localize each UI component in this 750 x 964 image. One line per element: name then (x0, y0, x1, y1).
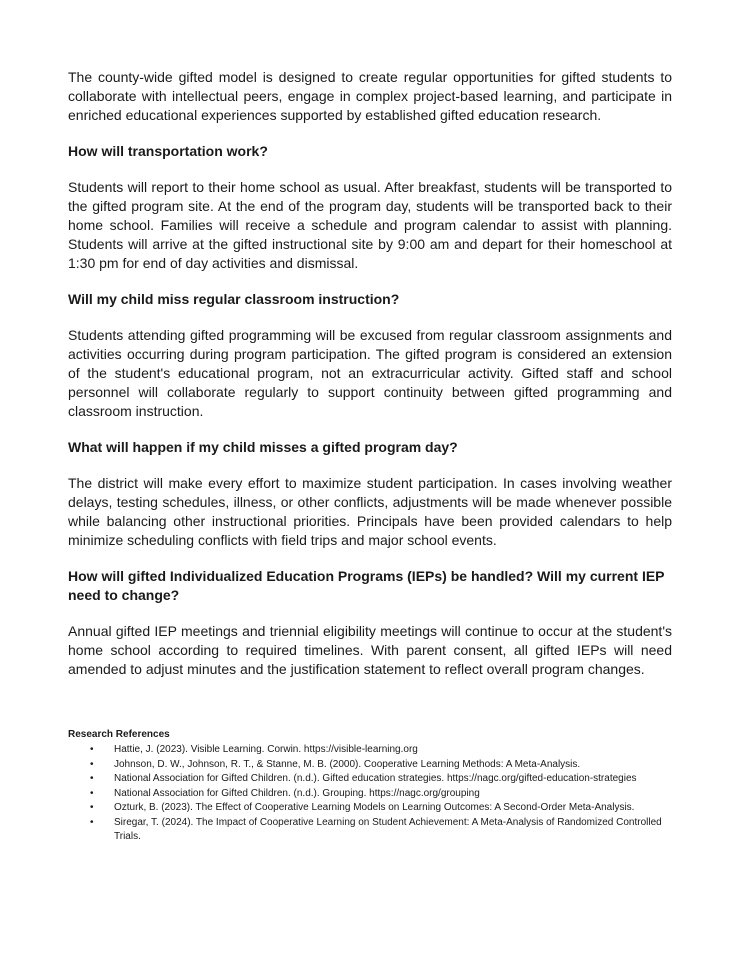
reference-item (90, 801, 668, 815)
heading-classroom-instruction: Will my child miss regular classroom instruction? (68, 291, 400, 307)
intro-paragraph: The county-wide gifted model is designed to create regular opportunities for gifted students to collaborate with intellectual peers, engage in complex project-based learning, and participate in enriched educational experiences supported by established gifted education research. (68, 69, 672, 123)
reference-item (90, 787, 668, 801)
reference-text: National Association for Gifted Children. (n.d.). Grouping. https://nagc.org/grouping (114, 787, 480, 799)
bullet-icon: • (90, 816, 94, 828)
document-body (68, 68, 672, 679)
reference-item (90, 758, 668, 772)
heading-iep: How will gifted Individualized Education Programs (IEPs) be handled? Will my current IEP need to change? (68, 568, 665, 603)
reference-item (90, 816, 668, 844)
reference-item (90, 772, 668, 786)
references-list (68, 743, 668, 844)
references-title: Research References (68, 729, 170, 740)
bullet-icon: • (90, 802, 94, 813)
reference-text: Ozturk, B. (2023). The Effect of Cooperative Learning Models on Learning Outcomes: A Second-Order Meta-Analysis. (114, 802, 635, 813)
paragraph-missed-day: The district will make every effort to maximize student participation. In cases involving weather delays, testing schedules, illness, or other conflicts, adjustments will be made whenever possible while balancing other instructional priorities. Principals have been provided calendars to help minimize scheduling conflicts with field trips and major school events. (68, 475, 672, 548)
bullet-icon: • (90, 744, 94, 755)
research-references (68, 728, 668, 844)
heading-missed-day: What will happen if my child misses a gifted program day? (68, 439, 458, 455)
paragraph-transportation: Students will report to their home school as usual. After breakfast, students will be transported to the gifted program site. At the end of the program day, students will be transported back to their home school. Families will receive a schedule and program calendar to assist with planning. Students will arrive at the gifted instructional site by 9:00 am and depart for their homeschool at 1:30 pm for end of day activities and dismissal. (68, 179, 672, 271)
reference-text: Johnson, D. W., Johnson, R. T., & Stanne, M. B. (2000). Cooperative Learning Methods: A Meta-Analysis. (114, 758, 581, 770)
reference-text: National Association for Gifted Children. (n.d.). Gifted education strategies. https://nagc.org/gifted-education-strategies (114, 773, 637, 784)
reference-item (90, 743, 668, 757)
bullet-icon: • (90, 758, 94, 770)
paragraph-classroom-instruction: Students attending gifted programming will be excused from regular classroom assignments and activities occurring during program participation. The gifted program is considered an extension of the student's educational program, not an extracurricular activity. Gifted staff and school personnel will collaborate regularly to support continuity between gifted programming and classroom instruction. (68, 327, 672, 419)
paragraph-iep: Annual gifted IEP meetings and triennial eligibility meetings will continue to occur at the student's home school according to required timelines. With parent consent, all gifted IEPs will need amended to adjust minutes and the justification statement to reflect overall program changes. (68, 623, 672, 677)
bullet-icon: • (90, 787, 94, 799)
reference-text: Siregar, T. (2024). The Impact of Cooperative Learning on Student Achievement: A Meta-Analysis of Randomized Controlled Trials. (114, 816, 662, 842)
reference-text: Hattie, J. (2023). Visible Learning. Corwin. https://visible-learning.org (114, 744, 418, 755)
bullet-icon: • (90, 773, 94, 784)
heading-transportation: How will transportation work? (68, 143, 268, 159)
